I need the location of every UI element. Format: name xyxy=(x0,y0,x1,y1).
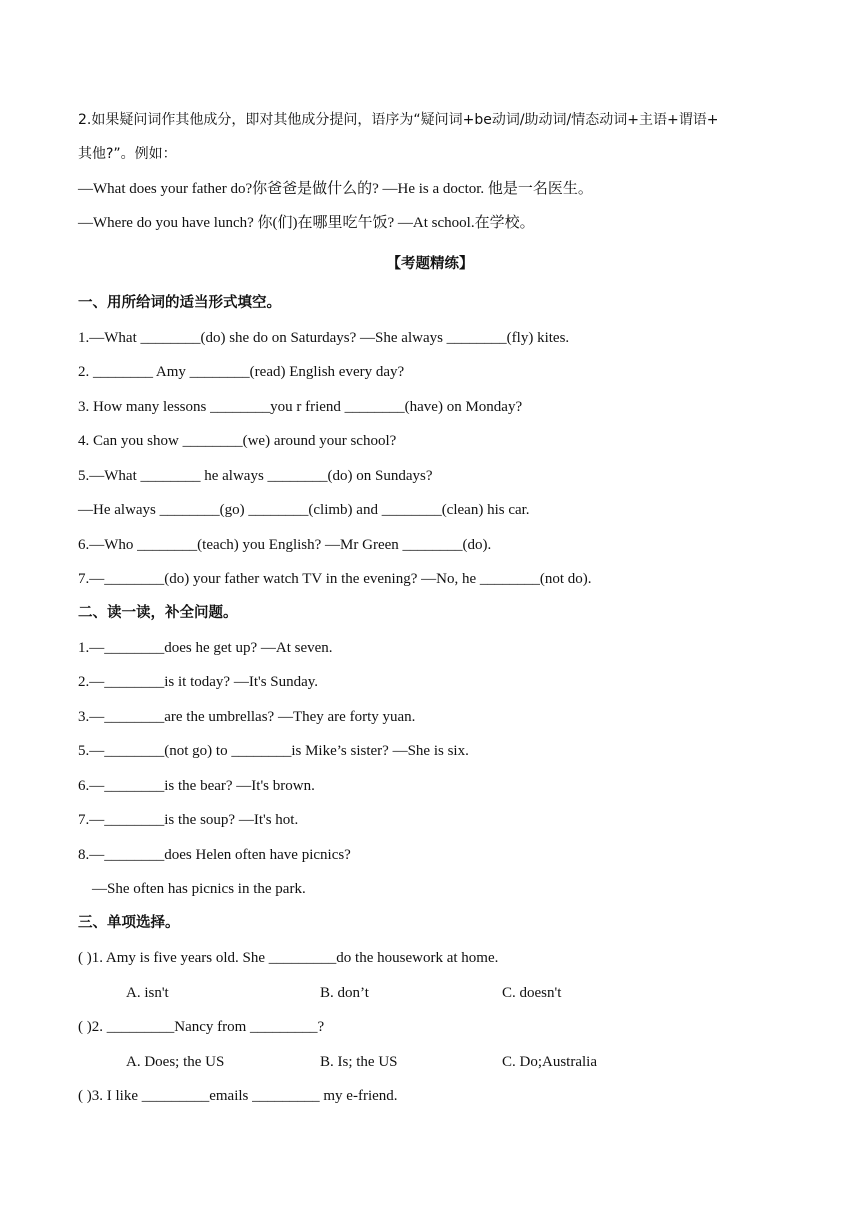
grammar-example-1: —What does your father do?你爸爸是做什么的? —He is a doctor. 他是一名医生。 xyxy=(78,181,593,197)
option-b: B. Is; the US xyxy=(320,1054,398,1070)
part1-item: 7.—________(do) your father watch TV in the evening? —No, he ________(not do). xyxy=(78,571,592,587)
part1-item: 3. How many lessons ________you r friend ________(have) on Monday? xyxy=(78,399,523,415)
part1-item: 2. ________ Amy ________(read) English every day? xyxy=(78,364,405,380)
part2-item: 6.—________is the bear? —It's brown. xyxy=(78,778,315,794)
option-c: C. doesn't xyxy=(502,985,562,1001)
part1-item: 6.—Who ________(teach) you English? —Mr Green ________(do). xyxy=(78,537,492,553)
part3-heading: 三、单项选择。 xyxy=(78,915,180,931)
grammar-rule-line-2: 其他?”。例如： xyxy=(78,146,177,162)
grammar-example-2: —Where do you have lunch? 你(们)在哪里吃午饭? —At school.在学校。 xyxy=(78,215,535,231)
part1-item: —He always ________(go) ________(climb) and ________(clean) his car. xyxy=(78,502,530,518)
part1-heading: 一、用所给词的适当形式填空。 xyxy=(78,295,281,311)
question-stem-2: ( )2. _________Nancy from _________? xyxy=(78,1019,325,1035)
part2-item: 1.—________does he get up? —At seven. xyxy=(78,640,333,656)
option-b: B. don’t xyxy=(320,985,369,1001)
section-title: 【考题精练】 xyxy=(386,256,474,272)
part2-item: 2.—________is it today? —It's Sunday. xyxy=(78,674,319,690)
part1-item: 5.—What ________ he always ________(do) on Sundays? xyxy=(78,468,433,484)
part2-item: 3.—________are the umbrellas? —They are forty yuan. xyxy=(78,709,416,725)
part1-item: 4. Can you show ________(we) around your school? xyxy=(78,433,397,449)
question-stem-3: ( )3. I like _________emails _________ my e-friend. xyxy=(78,1088,398,1104)
option-a: A. isn't xyxy=(126,985,169,1001)
question-stem-1: ( )1. Amy is five years old. She _________do the housework at home. xyxy=(78,950,499,966)
part2-item: 5.—________(not go) to ________is Mike’s sister? —She is six. xyxy=(78,743,469,759)
option-c: C. Do;Australia xyxy=(502,1054,597,1070)
part2-heading: 二、读一读，补全问题。 xyxy=(78,605,238,621)
grammar-rule-line-1: 2.如果疑问词作其他成分，即对其他成分提问，语序为“疑问词+be动词/助动词/情态动词+主语+谓语+ xyxy=(78,112,719,128)
part1-item: 1.—What ________(do) she do on Saturdays? —She always ________(fly) kites. xyxy=(78,330,570,346)
part2-item: 8.—________does Helen often have picnics? xyxy=(78,847,351,863)
option-a: A. Does; the US xyxy=(126,1054,225,1070)
part2-item-answer: —She often has picnics in the park. xyxy=(92,881,306,897)
part2-item: 7.—________is the soup? —It's hot. xyxy=(78,812,299,828)
